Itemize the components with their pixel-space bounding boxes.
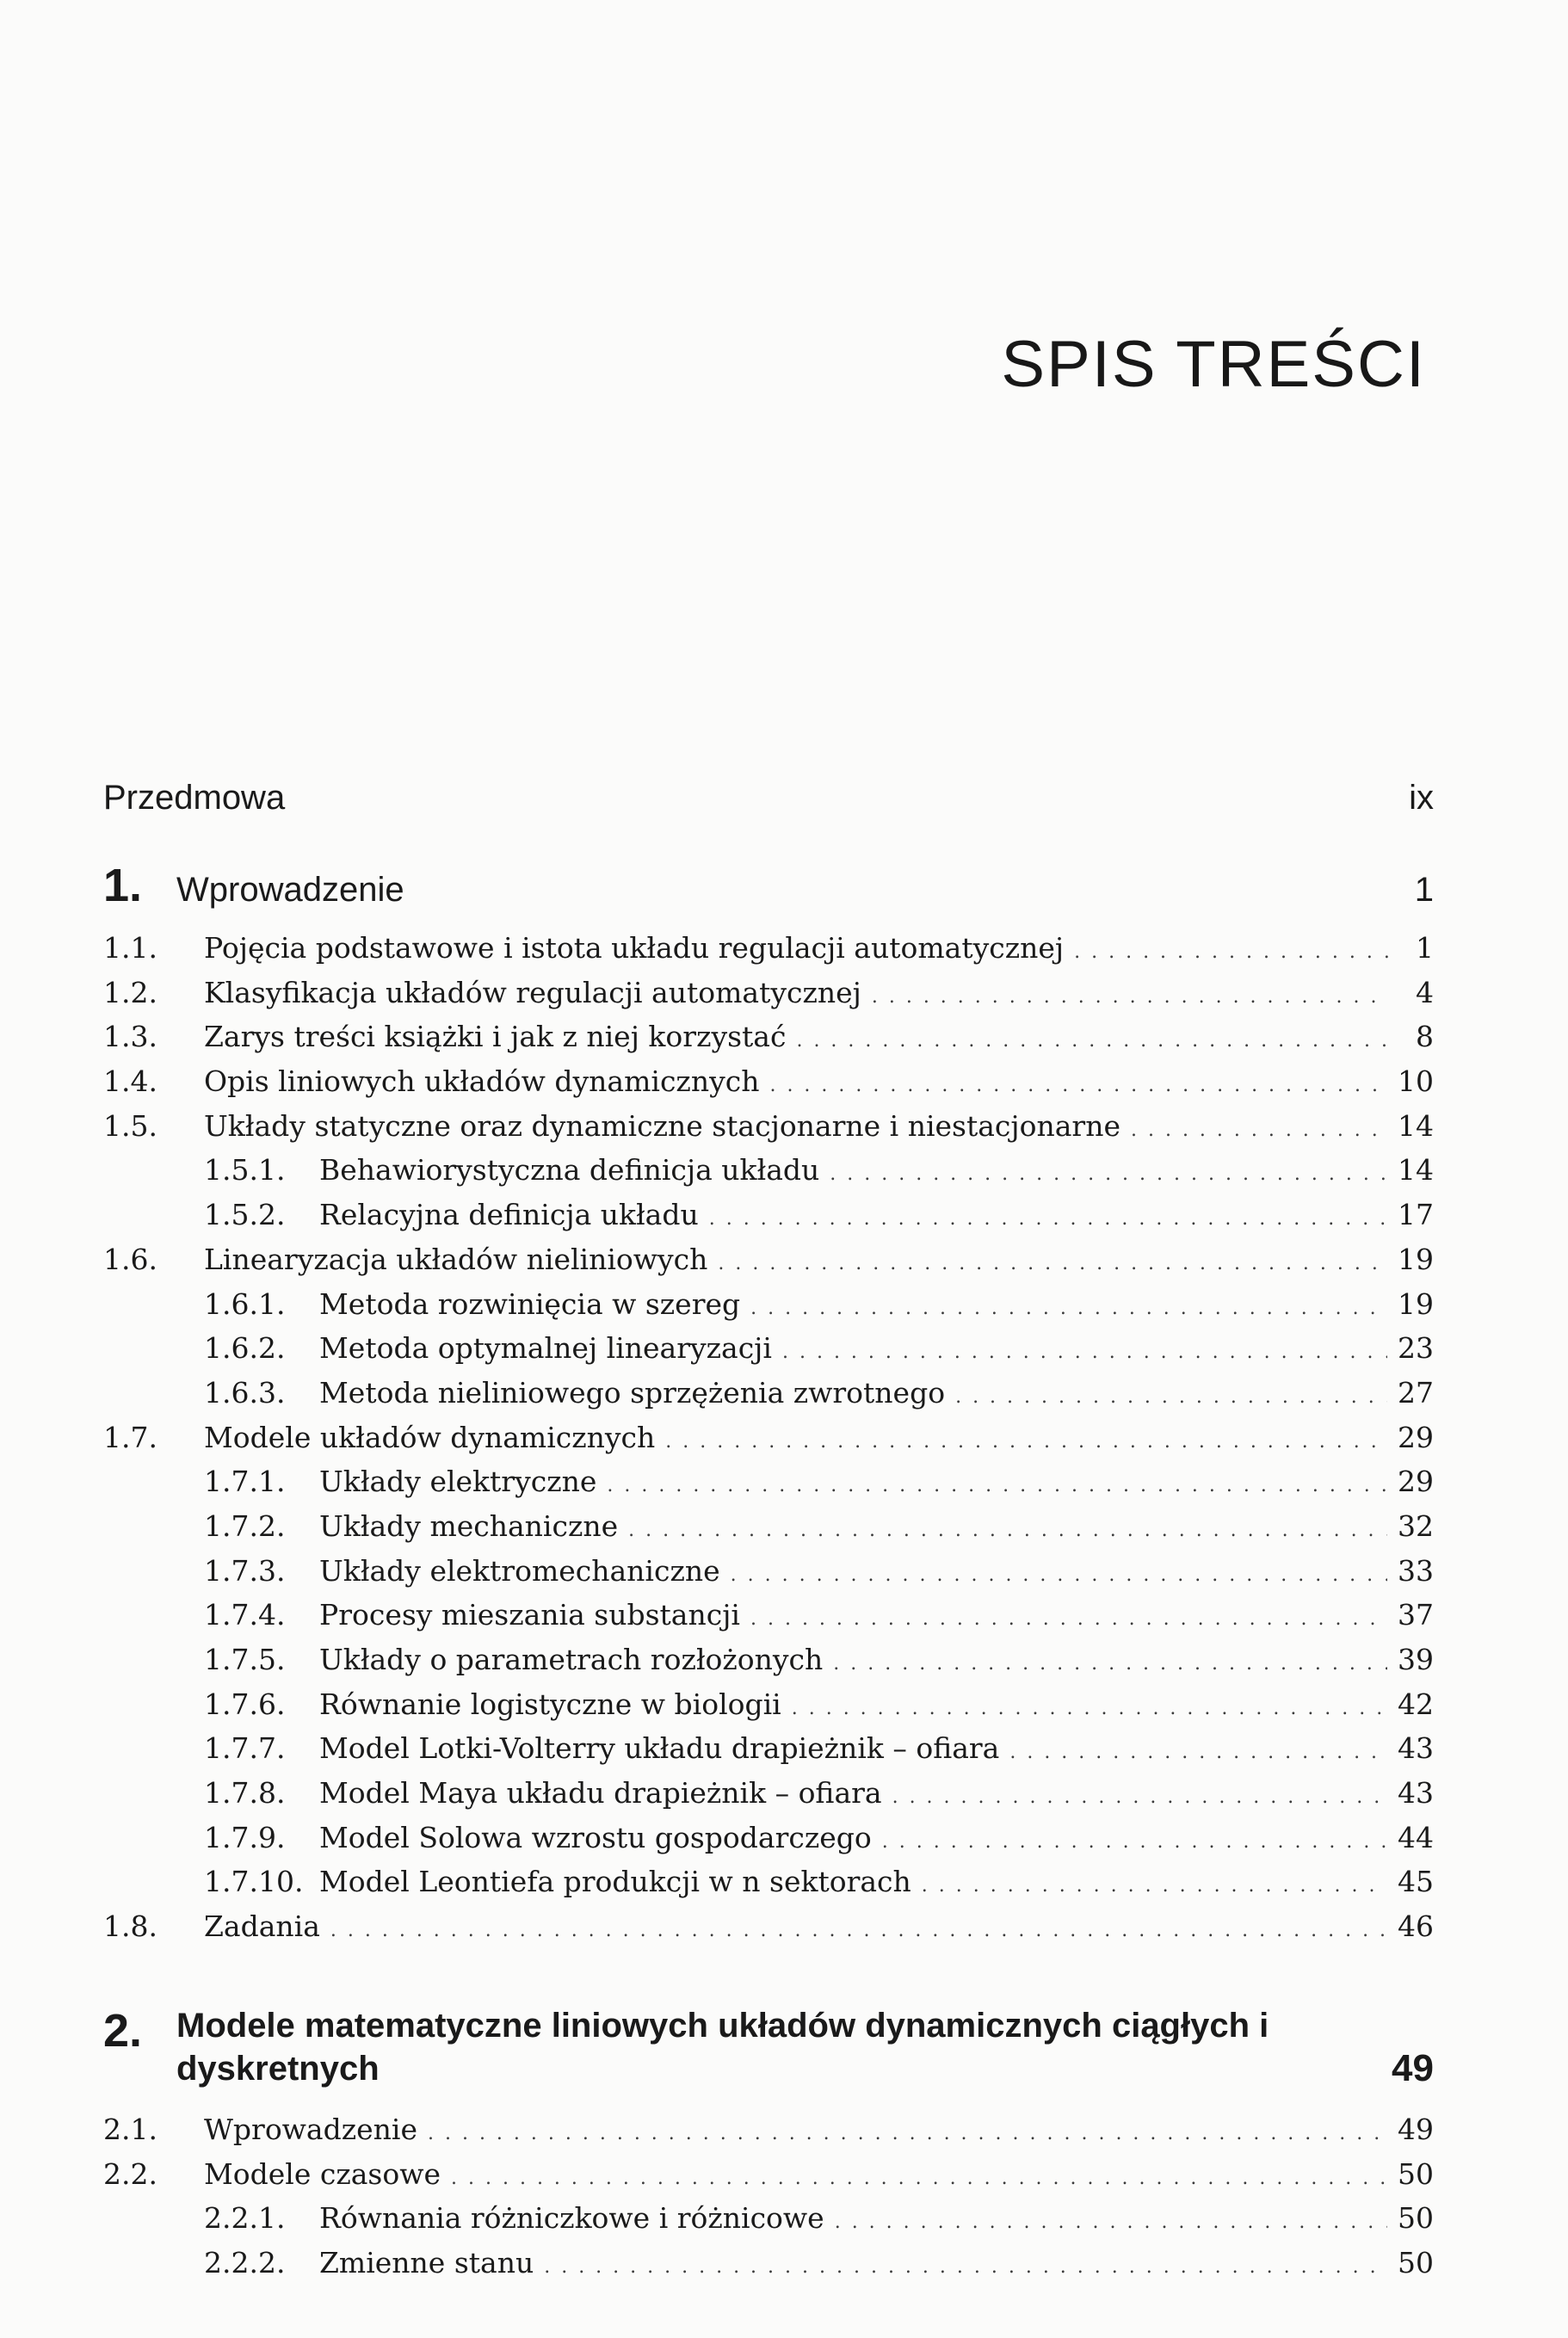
entry-number: 1.7.5. bbox=[204, 1643, 286, 1676]
toc-subentry[interactable] bbox=[103, 1287, 1434, 1332]
entry-page: 42 bbox=[1398, 1687, 1434, 1721]
entry-title: Pojęcia podstawowe i istota układu regulacji automatycznej bbox=[204, 931, 1065, 965]
entry-page: 43 bbox=[1398, 1731, 1434, 1766]
entry-title: Model Solowa wzrostu gospodarczego bbox=[319, 1820, 872, 1854]
dot-leader bbox=[769, 1075, 1387, 1096]
page-title: SPIS TREŚCI bbox=[1001, 328, 1426, 401]
front-matter-entry[interactable] bbox=[103, 779, 1434, 817]
toc-subentry[interactable] bbox=[103, 1731, 1434, 1776]
toc-subentry[interactable] bbox=[103, 2201, 1434, 2246]
entry-number: 1.7.7. bbox=[204, 1731, 286, 1766]
entry-title: Metoda optymalnej linearyzacji bbox=[319, 1331, 772, 1366]
entry-title: Układy elektryczne bbox=[319, 1465, 597, 1499]
entry-number: 1.5.1. bbox=[204, 1153, 286, 1188]
chapter-1-entries bbox=[103, 931, 1434, 1954]
dot-leader bbox=[830, 1163, 1387, 1185]
entry-number: 1.5. bbox=[103, 1108, 157, 1143]
entry-number: 1.7. bbox=[103, 1420, 157, 1454]
toc-subentry[interactable] bbox=[103, 1865, 1434, 1909]
entry-page: 19 bbox=[1398, 1242, 1434, 1276]
entry-page: 32 bbox=[1398, 1508, 1434, 1543]
dot-leader bbox=[718, 1253, 1387, 1274]
dot-leader bbox=[428, 2123, 1387, 2144]
dot-leader bbox=[882, 1831, 1387, 1853]
entry-title: Zarys treści książki i jak z niej korzystać bbox=[204, 1020, 787, 1054]
entry-title: Opis liniowych układów dynamicznych bbox=[204, 1064, 760, 1099]
entry-number: 1.3. bbox=[103, 1020, 157, 1054]
entry-page: 43 bbox=[1398, 1776, 1434, 1811]
dot-leader bbox=[330, 1920, 1387, 1941]
dot-leader bbox=[731, 1564, 1387, 1586]
dot-leader bbox=[607, 1475, 1387, 1496]
entry-page: 44 bbox=[1398, 1820, 1434, 1854]
chapter-2-heading[interactable] bbox=[103, 2004, 1434, 2090]
entry-title: Układy elektromechaniczne bbox=[319, 1553, 720, 1588]
toc-subentry[interactable] bbox=[103, 1198, 1434, 1243]
entry-page: 50 bbox=[1398, 2201, 1434, 2236]
entry-page: 46 bbox=[1398, 1909, 1434, 1944]
entry-page: 10 bbox=[1398, 1064, 1434, 1099]
entry-page: 14 bbox=[1398, 1153, 1434, 1188]
entry-title: Relacyjna definicja układu bbox=[319, 1198, 699, 1232]
entry-title: Metoda nieliniowego sprzężenia zwrotnego bbox=[319, 1375, 946, 1410]
dot-leader bbox=[892, 1786, 1387, 1808]
dot-leader bbox=[955, 1386, 1387, 1408]
dot-leader bbox=[922, 1875, 1387, 1897]
entry-page: 50 bbox=[1398, 2245, 1434, 2279]
entry-title: Linearyzacja układów nieliniowych bbox=[204, 1242, 708, 1276]
entry-number: 1.6.3. bbox=[204, 1375, 286, 1410]
entry-page: 1 bbox=[1416, 931, 1434, 965]
dot-leader bbox=[835, 2212, 1387, 2233]
entry-number: 1.7.1. bbox=[204, 1465, 286, 1499]
toc-entry[interactable] bbox=[103, 1243, 1434, 1287]
entry-title: Układy o parametrach rozłożonych bbox=[319, 1643, 824, 1676]
dot-leader bbox=[1009, 1742, 1387, 1763]
entry-page: 8 bbox=[1416, 1020, 1434, 1054]
entry-number: 2.2.1. bbox=[204, 2201, 286, 2236]
entry-number: 1.7.4. bbox=[204, 1598, 286, 1632]
entry-title: Równania różniczkowe i różnicowe bbox=[319, 2201, 824, 2236]
entry-page: 33 bbox=[1398, 1553, 1434, 1588]
dot-leader bbox=[665, 1431, 1387, 1453]
table-of-contents bbox=[103, 779, 1434, 2291]
dot-leader bbox=[709, 1208, 1387, 1230]
dot-leader bbox=[872, 986, 1389, 1008]
entry-title: Model Maya układu drapieżnik – ofiara bbox=[319, 1776, 882, 1811]
entry-page: 27 bbox=[1398, 1375, 1434, 1410]
chapter-2-entries bbox=[103, 2113, 1434, 2291]
toc-subentry[interactable] bbox=[103, 2246, 1434, 2291]
toc-subentry[interactable] bbox=[103, 1153, 1434, 1198]
entry-page: 17 bbox=[1398, 1198, 1434, 1232]
dot-leader bbox=[544, 2256, 1387, 2278]
dot-leader bbox=[782, 1342, 1387, 1363]
toc-subentry[interactable] bbox=[103, 1643, 1434, 1687]
chapter-title: Wprowadzenie bbox=[176, 871, 404, 909]
entry-page: 49 bbox=[1398, 2112, 1434, 2146]
chapter-page: 49 bbox=[1392, 2046, 1434, 2089]
dot-leader bbox=[750, 1298, 1387, 1319]
entry-page: 50 bbox=[1398, 2156, 1434, 2191]
entry-title: Metoda rozwinięcia w szereg bbox=[319, 1286, 741, 1321]
entry-title: Model Leontiefa produkcji w n sektorach bbox=[319, 1865, 911, 1899]
toc-subentry[interactable] bbox=[103, 1509, 1434, 1554]
toc-entry[interactable] bbox=[103, 931, 1434, 976]
chapter-1-heading[interactable] bbox=[103, 859, 1434, 912]
entry-number: 1.7.3. bbox=[204, 1553, 286, 1588]
entry-title: Układy statyczne oraz dynamiczne stacjonarne i niestacjonarne bbox=[204, 1108, 1120, 1143]
entry-page: 23 bbox=[1398, 1331, 1434, 1366]
toc-subentry[interactable] bbox=[103, 1821, 1434, 1866]
entry-page: 14 bbox=[1398, 1108, 1434, 1143]
entry-number: 1.7.9. bbox=[204, 1820, 286, 1854]
entry-title: Model Lotki-Volterry układu drapieżnik – ofiara bbox=[319, 1731, 1000, 1766]
entry-page: 39 bbox=[1398, 1643, 1434, 1676]
entry-page: 29 bbox=[1398, 1465, 1434, 1499]
chapter-number: 1. bbox=[103, 860, 143, 911]
toc-subentry[interactable] bbox=[103, 1331, 1434, 1376]
entry-number: 1.6.2. bbox=[204, 1331, 286, 1366]
entry-number: 1.7.8. bbox=[204, 1776, 286, 1811]
entry-number: 1.8. bbox=[103, 1909, 157, 1944]
entry-title: Równanie logistyczne w biologii bbox=[319, 1687, 781, 1721]
entry-number: 1.6.1. bbox=[204, 1286, 286, 1321]
toc-subentry[interactable] bbox=[103, 1598, 1434, 1643]
toc-entry[interactable] bbox=[103, 1909, 1434, 1954]
entry-number: 1.7.10. bbox=[204, 1865, 304, 1899]
entry-number: 1.7.6. bbox=[204, 1687, 286, 1721]
entry-page: 19 bbox=[1398, 1286, 1434, 1321]
entry-title: Procesy mieszania substancji bbox=[319, 1598, 740, 1632]
entry-number: 1.7.2. bbox=[204, 1508, 286, 1543]
entry-number: 1.4. bbox=[103, 1064, 157, 1099]
entry-title: Modele układów dynamicznych bbox=[204, 1420, 656, 1454]
entry-number: 1.1. bbox=[103, 931, 157, 965]
entry-title: Układy mechaniczne bbox=[319, 1508, 619, 1543]
toc-entry[interactable] bbox=[103, 976, 1434, 1021]
entry-page: 4 bbox=[1416, 975, 1434, 1009]
toc-subentry[interactable] bbox=[103, 1687, 1434, 1732]
entry-title: Wprowadzenie bbox=[204, 2112, 417, 2146]
dot-leader bbox=[833, 1653, 1387, 1675]
dot-leader bbox=[451, 2168, 1387, 2189]
toc-subentry[interactable] bbox=[103, 1776, 1434, 1821]
entry-page: 29 bbox=[1398, 1420, 1434, 1454]
toc-entry[interactable] bbox=[103, 2157, 1434, 2202]
toc-entry[interactable] bbox=[103, 1020, 1434, 1064]
chapter-number: 2. bbox=[103, 2004, 143, 2057]
entry-number: 1.6. bbox=[103, 1242, 157, 1276]
entry-number: 1.5.2. bbox=[204, 1198, 286, 1232]
toc-entry[interactable] bbox=[103, 1109, 1434, 1154]
toc-entry[interactable] bbox=[103, 2113, 1434, 2157]
dot-leader bbox=[1131, 1120, 1387, 1141]
entry-number: 1.2. bbox=[103, 975, 157, 1009]
entry-title: Zadania bbox=[204, 1909, 320, 1944]
dot-leader bbox=[1074, 941, 1389, 963]
dot-leader bbox=[796, 1030, 1389, 1052]
toc-subentry[interactable] bbox=[103, 1554, 1434, 1599]
entry-page: 45 bbox=[1398, 1865, 1434, 1899]
chapter-page: 1 bbox=[1414, 871, 1434, 909]
dot-leader bbox=[628, 1520, 1387, 1541]
entry-title: Behawiorystyczna definicja układu bbox=[319, 1153, 820, 1188]
entry-page: 37 bbox=[1398, 1598, 1434, 1632]
front-matter-page: ix bbox=[1409, 779, 1434, 817]
entry-title: Modele czasowe bbox=[204, 2156, 441, 2191]
entry-number: 2.1. bbox=[103, 2112, 157, 2146]
entry-title: Zmienne stanu bbox=[319, 2245, 534, 2279]
toc-entry[interactable] bbox=[103, 1064, 1434, 1109]
dot-leader bbox=[750, 1608, 1387, 1630]
entry-title: Klasyfikacja układów regulacji automatycznej bbox=[204, 975, 861, 1009]
entry-number: 2.2.2. bbox=[204, 2245, 286, 2279]
front-matter-title: Przedmowa bbox=[103, 779, 286, 817]
chapter-title: Modele matematyczne liniowych układów dynamicznych ciągłych i dyskretnych bbox=[176, 2006, 1269, 2088]
entry-number: 2.2. bbox=[103, 2156, 157, 2191]
toc-subentry[interactable] bbox=[103, 1465, 1434, 1509]
toc-entry[interactable] bbox=[103, 1421, 1434, 1465]
toc-subentry[interactable] bbox=[103, 1376, 1434, 1421]
dot-leader bbox=[792, 1698, 1387, 1719]
